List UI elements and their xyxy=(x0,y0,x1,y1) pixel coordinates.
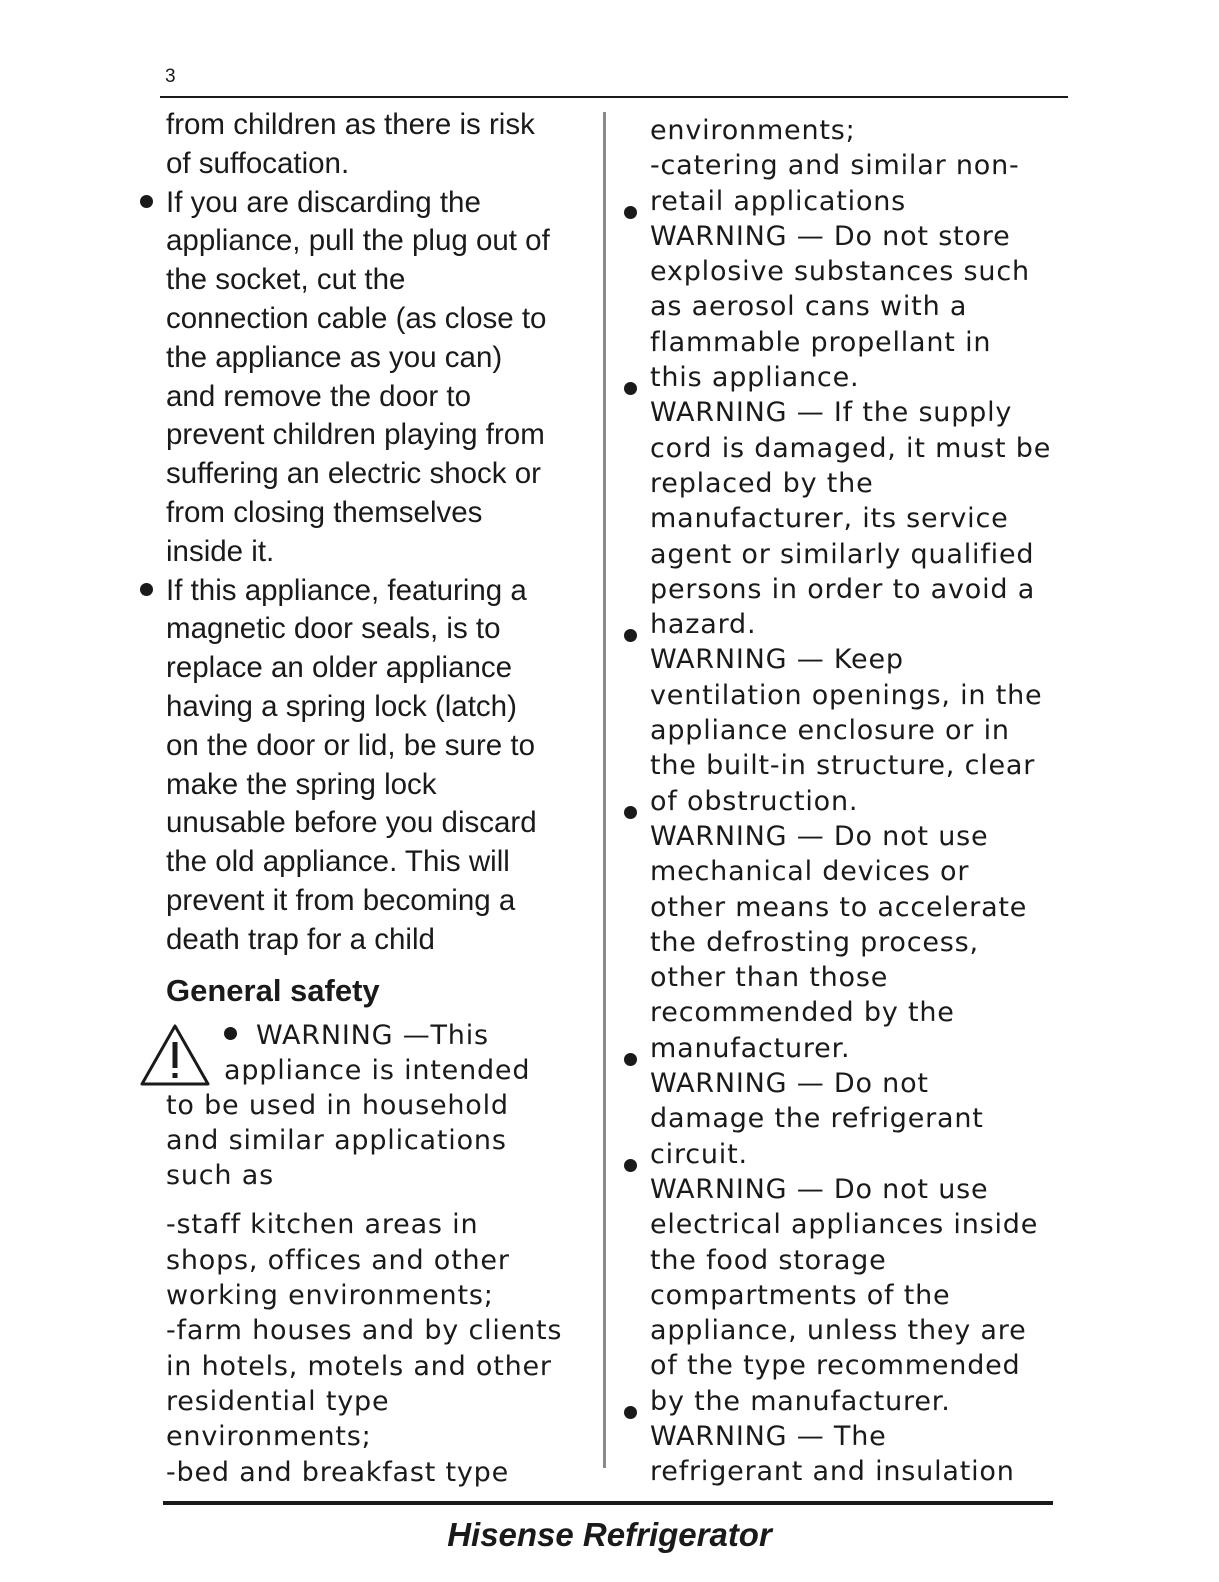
bullet-icon xyxy=(624,806,637,819)
header-rule xyxy=(160,96,1068,98)
warning-first-line: WARNING —This xyxy=(224,1018,530,1053)
bullet-icon xyxy=(140,195,153,208)
warning-electrical-appliances: WARNING — Do not use electrical appliances inside the food storage compartments of the appliance, unless they are of the type recommended by the manufacturer. xyxy=(650,1172,1080,1419)
bullet-icon xyxy=(624,1406,637,1419)
warning-ventilation: WARNING — Keep ventilation openings, in the appliance enclosure or in the built-in structure, clear of obstruction. xyxy=(650,642,1080,818)
bullet-icon xyxy=(224,1027,237,1040)
bullet-icon xyxy=(624,1053,637,1066)
warning-refrigerant-circuit: WARNING — Do not damage the refrigerant circuit. xyxy=(650,1066,1080,1172)
right-intro: environments; -catering and similar non- retail applications xyxy=(650,115,1020,217)
warning-continuation: to be used in household and similar applications such as xyxy=(166,1089,509,1192)
column-divider xyxy=(603,112,606,1468)
bullet-icon xyxy=(624,1159,637,1172)
bullet-icon xyxy=(140,583,153,596)
warning-explosive: WARNING — Do not store explosive substances such as aerosol cans with a flammable propellant in this appliance. xyxy=(650,219,1080,395)
warning-supply-cord: WARNING — If the supply cord is damaged, it must be replaced by the manufacturer, its service agent or similarly qualified persons in order to avoid a hazard. xyxy=(650,395,1080,642)
warning-refrigerant-insulation: WARNING — The refrigerant and insulation xyxy=(650,1419,1080,1490)
bullet-spring-lock: If this appliance, featuring a magnetic door seals, is to replace an older appliance having a spring lock (latch) on the door or lid, be sure to make the spring lock unusable before you discard the old appliance. This will prevent it from becoming a death trap for a child xyxy=(166,572,594,960)
usage-list: -staff kitchen areas in shops, offices and other working environments; -farm houses and by clients in hotels, motels and other residential type environments; -bed and breakfast type xyxy=(166,1209,563,1488)
left-column xyxy=(166,106,594,1490)
section-heading: General safety xyxy=(166,972,380,1008)
bullet-icon xyxy=(624,206,637,219)
bullet-icon xyxy=(624,629,637,642)
right-column xyxy=(650,113,1080,1490)
warning-triangle-icon xyxy=(139,1022,211,1088)
footer-rule xyxy=(163,1501,1053,1505)
bullet-discarding: If you are discarding the appliance, pull the plug out of the socket, cut the connection cable (as close to the appliance as you can) and remove the door to prevent children playing from suffering an electric shock or from closing themselves inside it. xyxy=(166,184,594,572)
bullet-icon xyxy=(624,382,637,395)
warning-defrosting: WARNING — Do not use mechanical devices or other means to accelerate the defrosting process, other than those recommended by the manufacturer. xyxy=(650,819,1080,1066)
page-number: 3 xyxy=(165,66,176,87)
left-intro: from children as there is risk of suffocation. xyxy=(166,108,535,180)
general-warning: WARNING —This appliance is intended xyxy=(166,1018,594,1088)
footer-brand: Hisense Refrigerator xyxy=(447,1516,772,1553)
